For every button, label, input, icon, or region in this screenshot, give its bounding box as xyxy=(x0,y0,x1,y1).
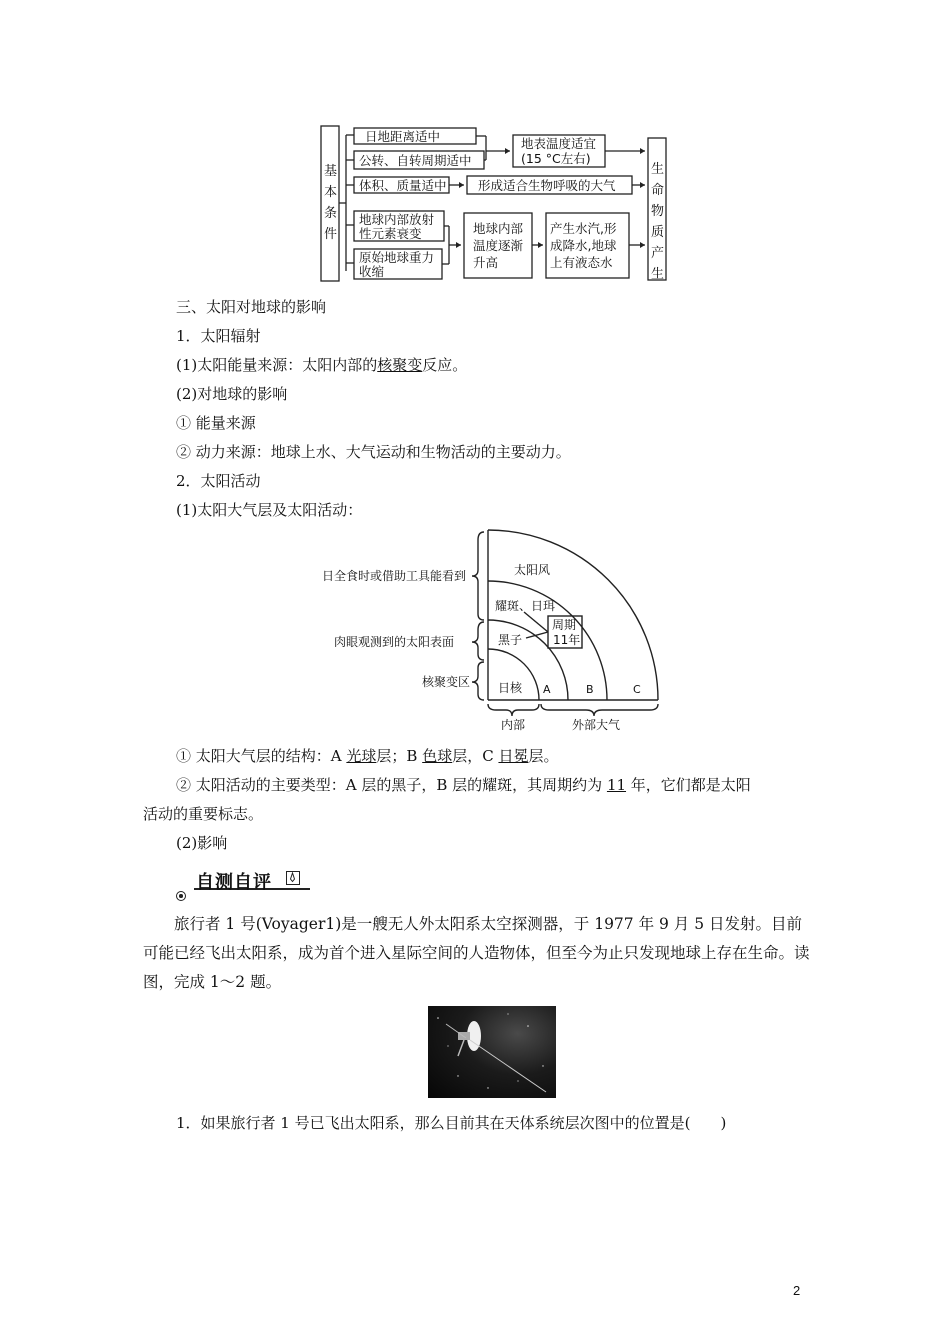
label-fusion-zone: 核聚变区 xyxy=(422,675,471,689)
self-test-title: 自测自评 xyxy=(196,872,272,893)
answer-period: 11 xyxy=(606,776,627,794)
impact-item-2: ② 动力来源：地球上水、大气运动和生物活动的主要动力。 xyxy=(176,443,571,461)
svg-text:生: 生 xyxy=(651,267,665,282)
voyager-image xyxy=(428,1006,556,1098)
svg-text:产: 产 xyxy=(651,246,665,261)
structure-line-2: ② 太阳活动的主要类型：A 层的黑子，B 层的耀斑，其周期约为 11 年，它们都是太阳 xyxy=(176,776,751,794)
self-test-header xyxy=(176,870,316,904)
svg-text:物: 物 xyxy=(651,204,665,219)
label-eclipse-visible: 日全食时或借助工具能看到 xyxy=(322,569,467,583)
basic-conditions-flow-diagram xyxy=(318,123,670,285)
impact-item-1: ① 能量来源 xyxy=(176,414,256,432)
label-interior: 内部 xyxy=(501,718,526,732)
voyager-paragraph: 旅行者 1 号(Voyager1)是一艘无人外太阳系太空探测器，于 1977 年 9 月 5 日发射。目前可能已经飞出太阳系，成为首个进入星际空间的人造物体，但至今为止只发现地球上存在生命。读图，完成 1～2 题。 xyxy=(143,915,810,991)
answer-nuclear-fusion: 核聚变 xyxy=(377,356,423,374)
flow-box-radioactive-2: 性元素衰变 xyxy=(359,226,422,241)
label-layer-b: B xyxy=(586,683,594,696)
label-solar-wind: 太阳风 xyxy=(514,563,551,577)
answer-chromosphere: 色球 xyxy=(422,747,453,765)
influence-heading: (2)影响 xyxy=(176,834,228,852)
flow-box-temperature-1: 地表温度适宜 xyxy=(521,136,597,151)
flow-box-inner-temp-2: 温度逐渐 xyxy=(473,238,524,253)
svg-text:质: 质 xyxy=(651,225,665,240)
flow-box-volume: 体积、质量适中 xyxy=(359,178,447,193)
label-period-years: 11年 xyxy=(553,633,581,647)
label-period: 周期 xyxy=(552,618,577,632)
flow-left-label-3: 条 xyxy=(324,206,338,221)
flow-box-water-2: 成降水,地球 xyxy=(550,238,617,253)
flow-box-radioactive-1: 地球内部放射 xyxy=(359,212,435,227)
flow-left-label-2: 本 xyxy=(324,185,338,200)
flow-box-gravity-1: 原始地球重力 xyxy=(359,250,435,265)
flow-left-label-4: 件 xyxy=(324,227,338,242)
answer-corona: 日冕 xyxy=(498,747,529,765)
flow-box-distance: 日地距离适中 xyxy=(365,129,441,144)
question-1: 1．如果旅行者 1 号已飞出太阳系，那么目前其在天体系统层次图中的位置是( ) xyxy=(176,1114,727,1132)
energy-source-line: (1)太阳能量来源：太阳内部的核聚变反应。 xyxy=(176,356,468,374)
label-sunspot: 黑子 xyxy=(498,633,523,647)
svg-text:生: 生 xyxy=(651,162,665,177)
section-heading: 三、太阳对地球的影响 xyxy=(176,298,327,316)
impact-heading: (2)对地球的影响 xyxy=(176,385,288,403)
flow-box-water-3: 上有液态水 xyxy=(550,255,613,270)
flow-box-inner-temp-1: 地球内部 xyxy=(473,221,524,236)
flow-box-water-1: 产生水汽,形 xyxy=(550,221,617,236)
answer-photosphere: 光球 xyxy=(346,747,377,765)
label-layer-a: A xyxy=(543,683,551,696)
flow-left-label-1: 基 xyxy=(324,164,338,179)
label-layer-c: C xyxy=(633,683,641,696)
svg-text:命: 命 xyxy=(651,183,665,198)
subsection-solar-activity: 2．太阳活动 xyxy=(176,472,261,490)
flow-box-temperature-2: (15 °C左右) xyxy=(521,151,591,166)
target-icon xyxy=(176,891,186,901)
atmosphere-heading: (1)太阳大气层及太阳活动： xyxy=(176,501,363,519)
structure-line-1: ① 太阳大气层的结构：A 光球层；B 色球层，C 日冕层。 xyxy=(176,747,559,765)
subsection-solar-radiation: 1．太阳辐射 xyxy=(176,327,261,345)
pencil-icon xyxy=(286,871,300,885)
flow-box-rotation: 公转、自转周期适中 xyxy=(359,153,472,168)
label-outer-atmosphere: 外部大气 xyxy=(572,718,621,732)
flow-box-atmosphere: 形成适合生物呼吸的大气 xyxy=(478,178,616,193)
structure-line-3: 活动的重要标志。 xyxy=(143,805,264,823)
label-visible-surface: 肉眼观测到的太阳表面 xyxy=(334,635,455,649)
label-core: 日核 xyxy=(498,681,523,695)
flow-box-gravity-2: 收缩 xyxy=(359,264,385,279)
flow-box-inner-temp-3: 升高 xyxy=(473,255,499,270)
sun-structure-diagram xyxy=(316,526,668,736)
page-number: 2 xyxy=(793,1283,801,1298)
label-flare: 耀斑、日珥 xyxy=(495,599,556,613)
